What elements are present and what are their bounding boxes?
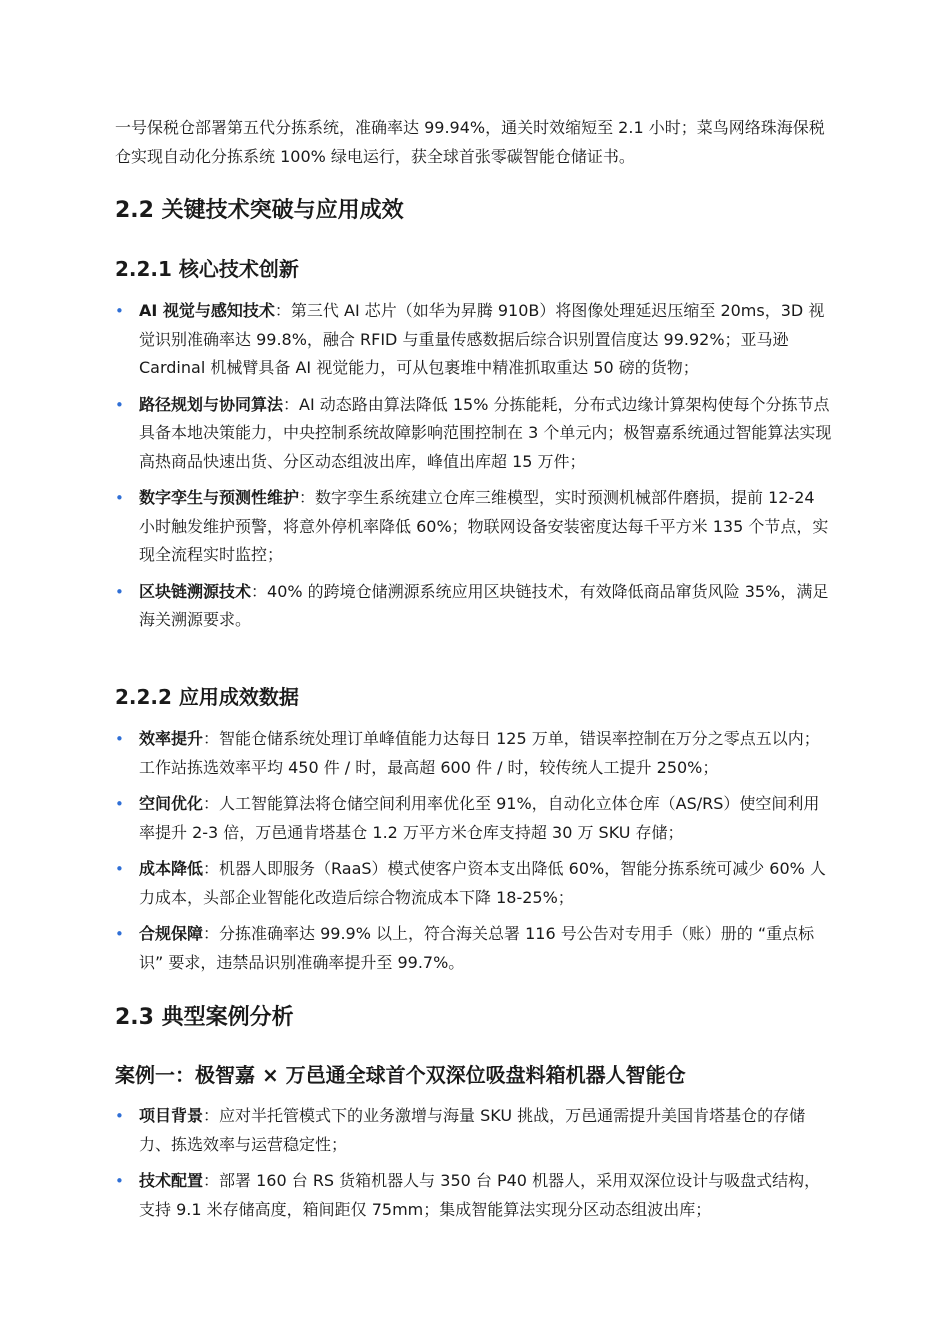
section-2-2-1-heading: 2.2.1 核心技术创新 [115, 257, 299, 281]
section-2-3-heading: 2.3 典型案例分析 [115, 1005, 294, 1030]
case-one-heading: 案例一：极智嘉 × 万邑通全球首个双深位吸盘料箱机器人智能仓 [115, 1063, 686, 1087]
bullet-icon: • [115, 730, 124, 748]
effect-data-list [115, 725, 835, 977]
intro-paragraph: 一号保税仓部署第五代分拣系统，准确率达 99.94%，通关时效缩短至 2.1 小时；菜鸟网络珠海保税仓实现自动化分拣系统 100% 绿电运行，获全球首张零碳智能仓储证书。 [115, 118, 825, 166]
list-item [115, 1167, 835, 1224]
item-term: 效率提升 [139, 729, 204, 748]
item-text: ：第三代 AI 芯片（如华为昇腾 910B）将图像处理延迟压缩至 20ms，3D 视觉识别准确率达 99.8%，融合 RFID 与重量传感数据后综合识别置信度达 99.92%；亚马逊 Cardinal 机械臂具备 AI 视觉能力，可从包裹堆中精准抓取重达 50 磅的货物； [139, 301, 825, 377]
item-text: ：部署 160 台 RS 货箱机器人与 350 台 P40 机器人，采用双深位设计与吸盘式结构，支持 9.1 米存储高度，箱间距仅 75mm；集成智能算法实现分区动态组波出库； [139, 1171, 821, 1219]
bullet-icon: • [115, 925, 124, 943]
item-term: 空间优化 [139, 794, 204, 813]
item-text: ：分拣准确率达 99.9% 以上，符合海关总署 116 号公告对专用手（账）册的 “重点标识” 要求，违禁品识别准确率提升至 99.7%。 [139, 924, 815, 972]
item-text: ：人工智能算法将仓储空间利用率优化至 91%，自动化立体仓库（AS/RS）使空间利用率提升 2-3 倍，万邑通肯塔基仓 1.2 万平方米仓库支持超 30 万 SKU 存储； [139, 794, 820, 842]
list-item [115, 790, 835, 847]
item-text: ：AI 动态路由算法降低 15% 分拣能耗，分布式边缘计算架构使每个分拣节点具备本地决策能力，中央控制系统故障影响范围控制在 3 个单元内；极智嘉系统通过智能算法实现高热商品快速出货、分区动态组波出库，峰值出库超 15 万件； [139, 394, 832, 471]
item-term: 项目背景 [139, 1106, 204, 1125]
bullet-icon: • [115, 395, 124, 414]
item-term: 技术配置 [139, 1171, 204, 1190]
list-item [115, 920, 835, 977]
bullet-icon: • [115, 1172, 124, 1190]
bullet-icon: • [115, 795, 124, 813]
bullet-icon: • [115, 1107, 124, 1125]
case-one-list [115, 1102, 835, 1224]
item-text: ：数字孪生系统建立仓库三维模型，实时预测机械部件磨损，提前 12-24 小时触发维护预警，将意外停机率降低 60%；物联网设备安装密度达每千平方米 135 个节点，实现全流程实时监控； [139, 488, 829, 564]
bullet-icon: • [115, 860, 124, 878]
bullet-icon: • [115, 302, 124, 320]
item-term: 成本降低 [139, 859, 204, 878]
item-term: 数字孪生与预测性维护 [139, 488, 300, 507]
section-2-2-2-heading: 2.2.2 应用成效数据 [115, 685, 299, 709]
list-item [115, 725, 835, 782]
list-item [115, 578, 835, 635]
item-text: ：40% 的跨境仓储溯源系统应用区块链技术，有效降低商品窜货风险 35%，满足海关溯源要求。 [139, 581, 829, 629]
list-item [115, 1102, 835, 1159]
list-item [115, 855, 835, 912]
list-item [115, 391, 835, 477]
bullet-icon: • [115, 489, 124, 507]
list-item [115, 297, 835, 383]
item-term: AI 视觉与感知技术 [139, 301, 275, 320]
item-text: ：智能仓储系统处理订单峰值能力达每日 125 万单，错误率控制在万分之零点五以内；工作站拣选效率平均 450 件 / 时，最高超 600 件 / 时，较传统人工提升 250%； [139, 729, 820, 777]
bullet-icon: • [115, 582, 124, 601]
item-text: ：机器人即服务（RaaS）模式使客户资本支出降低 60%，智能分拣系统可减少 60% 人力成本，头部企业智能化改造后综合物流成本下降 18-25%； [139, 859, 826, 907]
list-item [115, 484, 835, 570]
item-term: 路径规划与协同算法 [139, 394, 284, 414]
section-2-2-heading: 2.2 关键技术突破与应用成效 [115, 198, 404, 223]
core-tech-list [115, 297, 835, 635]
item-term: 区块链溯源技术 [139, 581, 252, 601]
item-text: ：应对半托管模式下的业务激增与海量 SKU 挑战，万邑通需提升美国肯塔基仓的存储力、拣选效率与运营稳定性； [139, 1106, 806, 1154]
item-term: 合规保障 [139, 924, 204, 943]
